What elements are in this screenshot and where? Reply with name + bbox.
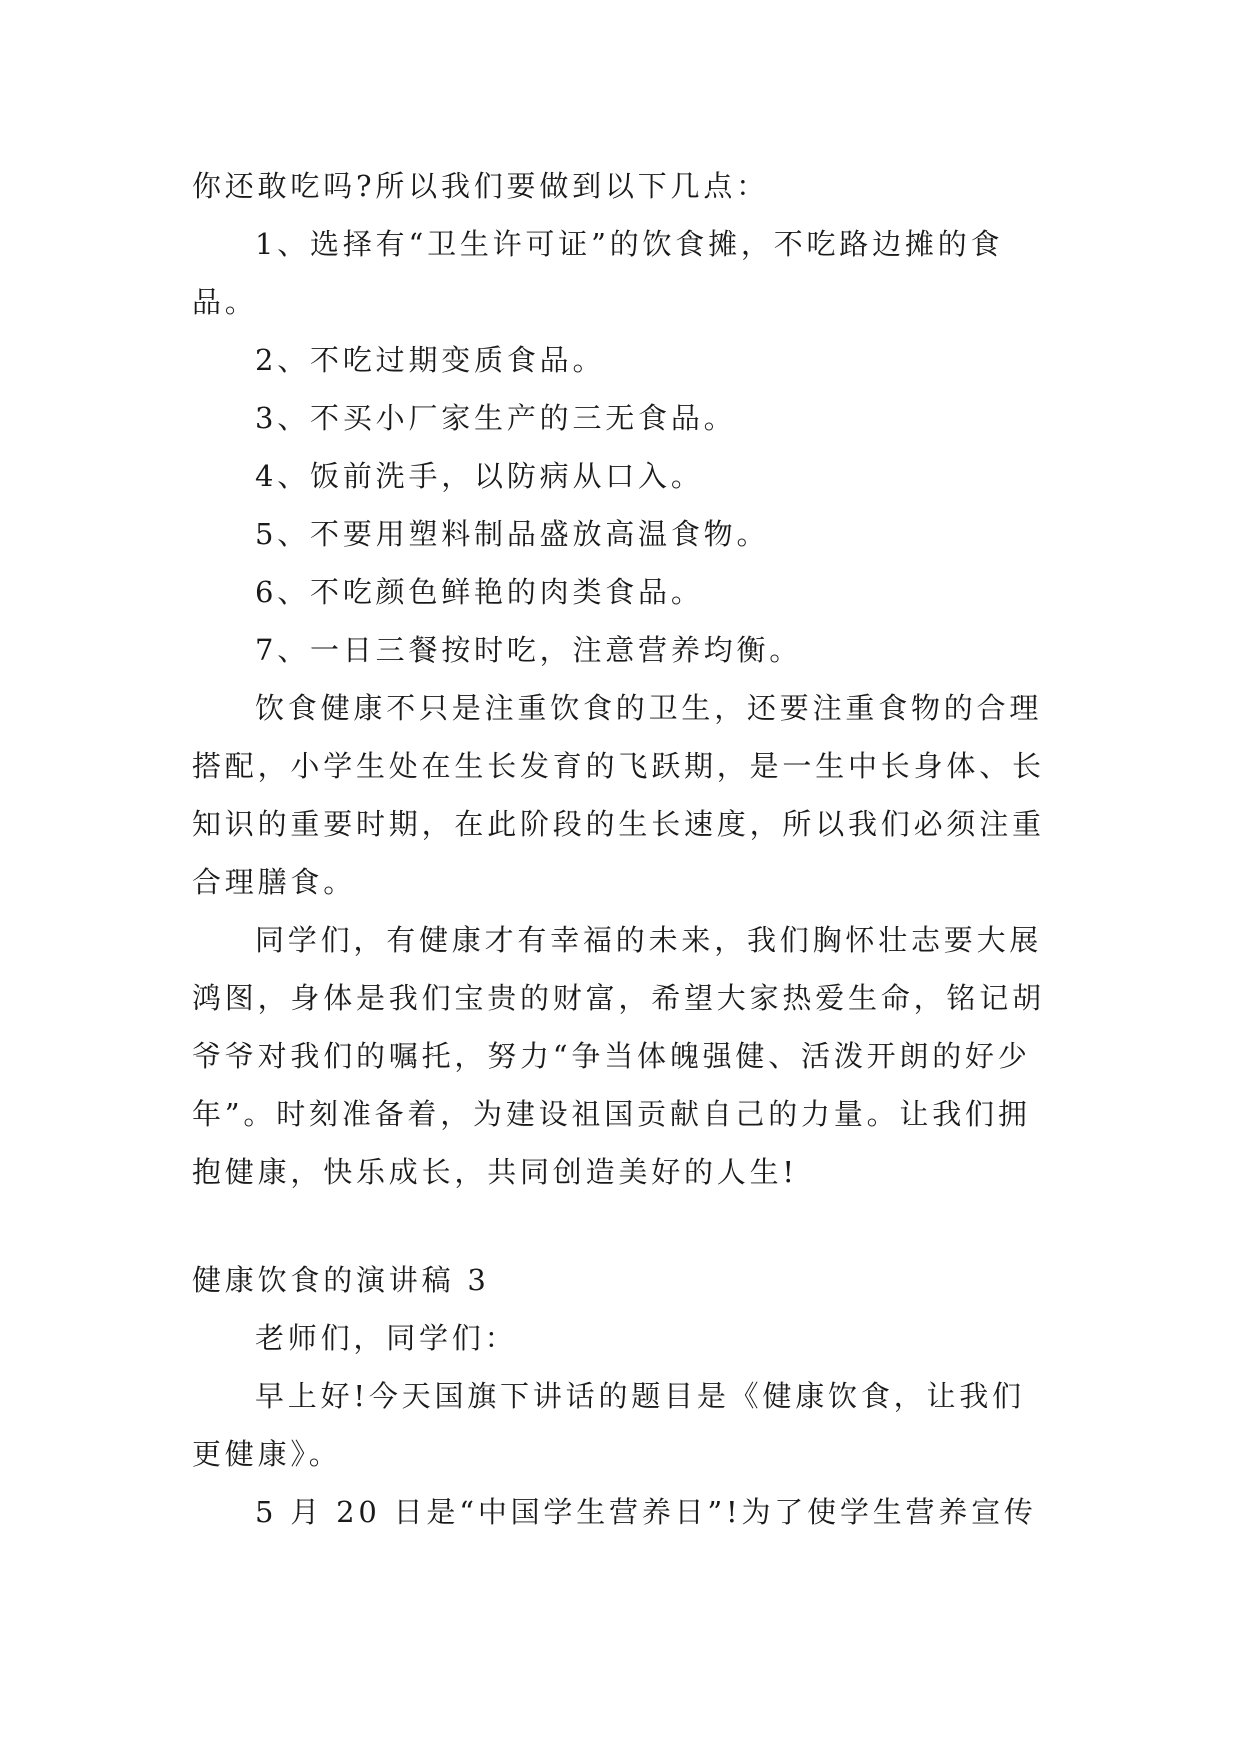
- document-body: [192, 157, 1052, 1541]
- list-item-4: 4、饭前洗手，以防病从口入。: [255, 459, 704, 493]
- list-item-5: 5、不要用塑料制品盛放高温食物。: [255, 517, 770, 551]
- paragraph-nutrition-day: 5 月 20 日是“中国学生营养日”!为了使学生营养宣传: [255, 1495, 1037, 1529]
- list-item-3: 3、不买小厂家生产的三无食品。: [255, 401, 737, 435]
- list-item-1: 1、选择有“卫生许可证”的饮食摊，不吃路边摊的食品。: [192, 227, 1004, 319]
- paragraph-greeting: 老师们，同学们：: [255, 1321, 518, 1355]
- section-title: 健康饮食的演讲稿 3: [192, 1263, 490, 1297]
- paragraph-diet-health: 饮食健康不只是注重饮食的卫生，还要注重食物的合理搭配，小学生处在生长发育的飞跃期，是一生中长身体、长知识的重要时期，在此阶段的生长速度，所以我们必须注重合理膳食。: [192, 691, 1045, 899]
- paragraph-intro: 你还敢吃吗?所以我们要做到以下几点：: [192, 169, 769, 203]
- list-item-6: 6、不吃颜色鲜艳的肉类食品。: [255, 575, 704, 609]
- paragraph-classmates: 同学们，有健康才有幸福的未来，我们胸怀壮志要大展鸿图，身体是我们宝贵的财富，希望大家热爱生命，铭记胡爷爷对我们的嘱托，努力“争当体魄强健、活泼开朗的好少年”。时刻准备着，为建设祖国贡献自己的力量。让我们拥抱健康，快乐成长，共同创造美好的人生!: [192, 923, 1045, 1189]
- paragraph-morning: 早上好!今天国旗下讲话的题目是《健康饮食，让我们更健康》。: [192, 1379, 1025, 1471]
- list-item-2: 2、不吃过期变质食品。: [255, 343, 606, 377]
- list-item-7: 7、一日三餐按时吃，注意营养均衡。: [255, 633, 803, 667]
